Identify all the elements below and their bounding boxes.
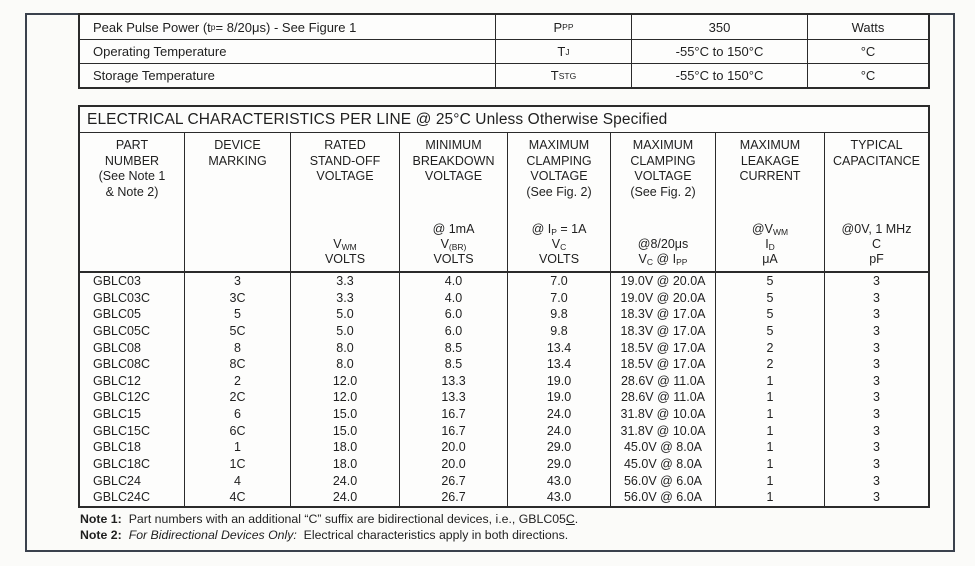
data-cell: 5 xyxy=(715,306,824,323)
data-cell: 5.0 xyxy=(290,323,399,340)
title-line: MAXIMUM xyxy=(739,138,801,152)
data-cell: 43.0 xyxy=(507,489,610,506)
data-cell: 20.0 xyxy=(399,456,507,473)
title-line: VOLTAGE xyxy=(634,169,692,183)
data-cell: 6.0 xyxy=(399,306,507,323)
data-cell: 24.0 xyxy=(290,473,399,490)
column-units xyxy=(716,222,824,267)
text: @ I xyxy=(531,222,552,236)
data-cell: 6.0 xyxy=(399,323,507,340)
table-row xyxy=(80,323,928,340)
units-line xyxy=(508,237,610,252)
text: pF xyxy=(869,252,884,266)
maximum-ratings-table xyxy=(78,13,930,89)
units-line xyxy=(611,237,715,252)
data-cell: 24.0 xyxy=(507,423,610,440)
title-line: MARKING xyxy=(208,153,267,168)
units-line xyxy=(400,252,507,267)
text: = 1A xyxy=(556,222,587,236)
data-cell: 29.0 xyxy=(507,439,610,456)
column-title xyxy=(291,138,399,185)
data-cell: 2 xyxy=(184,373,290,390)
table-title: ELECTRICAL CHARACTERISTICS PER LINE @ 25°C Unless Otherwise Specified xyxy=(80,107,928,133)
symbol-cell: T STG xyxy=(495,64,631,87)
table-row xyxy=(80,389,928,406)
data-cell: 20.0 xyxy=(399,439,507,456)
data-cell: 3 xyxy=(824,373,928,390)
data-cell: 7.0 xyxy=(507,290,610,307)
underlined-text: C xyxy=(565,512,575,526)
ratings-row xyxy=(80,39,928,63)
data-cell: 8.5 xyxy=(399,340,507,357)
title-line: CLAMPING xyxy=(526,153,592,168)
text: Peak Pulse Power (t xyxy=(93,19,211,35)
data-cell: 4C xyxy=(184,489,290,506)
data-cell: 8 xyxy=(184,340,290,357)
data-cell: 16.7 xyxy=(399,423,507,440)
data-cell: 3 xyxy=(824,340,928,357)
data-cell: 13.3 xyxy=(399,373,507,390)
units-line xyxy=(291,237,399,252)
data-cell: 56.0V @ 6.0A xyxy=(610,473,715,490)
data-cell: 7.0 xyxy=(507,273,610,290)
text: Electrical characteristics apply in both directions. xyxy=(296,527,569,542)
text: VOLTS xyxy=(324,252,366,266)
title-line: BREAKDOWN xyxy=(412,153,495,168)
unit-cell: °C xyxy=(807,40,928,63)
text: . xyxy=(574,512,579,526)
column-header xyxy=(399,133,507,271)
data-cell: 8.5 xyxy=(399,356,507,373)
title-line: (See Fig. 2) xyxy=(630,184,696,199)
data-cell: 24.0 xyxy=(507,406,610,423)
data-cell: 31.8V @ 10.0A xyxy=(610,423,715,440)
data-cell: 28.6V @ 11.0A xyxy=(610,389,715,406)
part-number-cell: GBLC03 xyxy=(93,274,141,288)
data-cell: 5 xyxy=(184,306,290,323)
data-cell: 4.0 xyxy=(399,290,507,307)
data-cell: 18.5V @ 17.0A xyxy=(610,356,715,373)
title-line: VOLTAGE xyxy=(424,169,483,183)
text: μA xyxy=(762,252,778,266)
title-line: MINIMUM xyxy=(425,138,482,152)
title-line: VOLTAGE xyxy=(530,169,588,183)
table-row xyxy=(80,340,928,357)
data-cell: 1 xyxy=(715,389,824,406)
table-row xyxy=(80,423,928,440)
table-row xyxy=(80,356,928,373)
parameter-cell xyxy=(80,40,495,63)
data-cell: 3 xyxy=(824,439,928,456)
table-row xyxy=(80,456,928,473)
data-cell: 3.3 xyxy=(290,273,399,290)
italic-text: For Bidirectional Devices Only: xyxy=(128,527,297,542)
text: P xyxy=(553,19,563,35)
title-line: STAND-OFF xyxy=(309,153,381,168)
subscript: P xyxy=(551,227,557,237)
parameter-cell: Peak Pulse Power (t p = 8/20μs) - See Figure 1 xyxy=(93,19,357,35)
data-cell: 1 xyxy=(715,406,824,423)
parameter-cell xyxy=(80,64,495,87)
data-cell: 1C xyxy=(184,456,290,473)
title-line: MAXIMUM xyxy=(632,138,694,152)
data-cell: 18.0 xyxy=(290,439,399,456)
units-line xyxy=(716,252,824,267)
text: V xyxy=(551,237,561,251)
column-units xyxy=(825,222,928,267)
data-cell: 13.3 xyxy=(399,389,507,406)
data-cell: 1 xyxy=(715,489,824,506)
data-cell: 5.0 xyxy=(290,306,399,323)
units-line xyxy=(508,222,610,237)
data-cell: 15.0 xyxy=(290,423,399,440)
text: @0V, 1 MHz xyxy=(841,222,912,236)
data-cell: 5 xyxy=(715,290,824,307)
part-number-cell: GBLC08C xyxy=(93,357,150,372)
text: Part numbers with an additional “C” suffix are bidirectional devices, i.e., GBLC05 xyxy=(128,512,566,526)
data-cell: 13.4 xyxy=(507,356,610,373)
footnotes xyxy=(80,512,578,543)
data-cell: 18.3V @ 17.0A xyxy=(610,306,715,323)
text: V xyxy=(440,237,449,251)
text: Operating Temperature xyxy=(93,44,227,59)
column-title xyxy=(185,138,290,169)
units-line xyxy=(291,252,399,267)
units-line xyxy=(716,222,824,237)
part-number-cell: GBLC08 xyxy=(93,340,141,355)
part-number-cell: GBLC18C xyxy=(93,457,150,472)
subscript: PP xyxy=(676,257,688,267)
table-row xyxy=(80,273,928,290)
data-cell: 28.6V @ 11.0A xyxy=(610,373,715,390)
table-row xyxy=(80,406,928,423)
title-line: DEVICE xyxy=(214,138,261,152)
data-cell: 3 xyxy=(824,423,928,440)
subscript: (BR) xyxy=(448,242,467,252)
column-units xyxy=(611,237,715,267)
unit-cell: Watts xyxy=(807,15,928,39)
table-row xyxy=(80,306,928,323)
data-cell: 9.8 xyxy=(507,323,610,340)
column-units xyxy=(291,237,399,267)
title-line: RATED xyxy=(324,138,366,152)
column-title xyxy=(80,138,184,200)
column-header xyxy=(290,133,399,271)
data-cell: 56.0V @ 6.0A xyxy=(610,489,715,506)
title-line: TYPICAL xyxy=(850,138,903,152)
title-line: (See Note 1 xyxy=(98,169,166,183)
units-line xyxy=(508,252,610,267)
data-cell: 2 xyxy=(715,340,824,357)
column-header xyxy=(715,133,824,271)
title-line: PART xyxy=(115,138,149,152)
title-line: & Note 2) xyxy=(105,184,159,199)
data-cell: 3 xyxy=(824,323,928,340)
data-cell: 3.3 xyxy=(290,290,399,307)
subscript: D xyxy=(768,242,775,252)
title-line: LEAKAGE xyxy=(740,153,800,168)
units-line xyxy=(825,222,928,237)
data-cell: 3 xyxy=(824,273,928,290)
text: = 8/20μs) - See Figure 1 xyxy=(215,19,357,35)
data-cell: 19.0 xyxy=(507,389,610,406)
part-number-cell: GBLC05 xyxy=(93,307,141,322)
data-cell: 6 xyxy=(184,406,290,423)
data-cell: 3 xyxy=(184,273,290,290)
data-cell: 18.5V @ 17.0A xyxy=(610,340,715,357)
data-cell: 8.0 xyxy=(290,340,399,357)
data-cell: 5 xyxy=(715,323,824,340)
part-number-cell: GBLC05C xyxy=(93,323,150,338)
text: VOLTS xyxy=(433,252,474,266)
part-number-cell: GBLC15 xyxy=(93,407,141,422)
title-line: CURRENT xyxy=(739,169,801,183)
part-number-cell: GBLC12C xyxy=(93,390,150,405)
part-number-cell: GBLC03C xyxy=(93,290,150,305)
column-title xyxy=(400,138,507,185)
units-line xyxy=(716,237,824,252)
text: T xyxy=(557,44,566,59)
note-line xyxy=(80,528,578,544)
electrical-characteristics-table xyxy=(78,105,930,508)
table-row xyxy=(80,290,928,307)
column-units xyxy=(508,222,610,267)
column-title xyxy=(611,138,715,200)
data-cell: 8C xyxy=(184,356,290,373)
data-cell: 12.0 xyxy=(290,389,399,406)
data-cell: 3C xyxy=(184,290,290,307)
data-cell: 15.0 xyxy=(290,406,399,423)
column-header xyxy=(507,133,610,271)
data-cell: 1 xyxy=(715,373,824,390)
data-cell: 16.7 xyxy=(399,406,507,423)
text: C xyxy=(871,237,882,251)
data-cell: 18.0 xyxy=(290,456,399,473)
data-cell: 3 xyxy=(824,489,928,506)
data-cell: 1 xyxy=(715,473,824,490)
title-line: NUMBER xyxy=(104,153,160,168)
note-line xyxy=(80,512,578,528)
data-cell: 5C xyxy=(184,323,290,340)
text: Storage Temperature xyxy=(93,68,215,83)
subscript: C xyxy=(560,242,567,252)
title-line: (See Fig. 2) xyxy=(526,184,592,199)
symbol-cell: P PP xyxy=(495,15,631,39)
data-cell: 43.0 xyxy=(507,473,610,490)
part-number-cell: GBLC12 xyxy=(93,373,141,388)
column-title xyxy=(508,138,610,200)
value-cell: -55°C to 150°C xyxy=(631,40,807,63)
text: @8/20μs xyxy=(637,237,689,251)
data-cell: 3 xyxy=(824,306,928,323)
data-cell: 19.0V @ 20.0A xyxy=(610,290,715,307)
data-cell: 19.0 xyxy=(507,373,610,390)
text: V xyxy=(638,252,647,266)
title-line: CLAMPING xyxy=(630,153,696,168)
data-cell: 24.0 xyxy=(290,489,399,506)
data-cell: 1 xyxy=(715,439,824,456)
column-title xyxy=(825,138,928,169)
title-line: VOLTAGE xyxy=(316,169,374,183)
column-header xyxy=(184,133,290,271)
units-line xyxy=(400,222,507,237)
data-cell: 8.0 xyxy=(290,356,399,373)
table-row xyxy=(80,473,928,490)
text: VOLTS xyxy=(538,252,580,266)
subscript: WM xyxy=(772,227,789,237)
part-number-cell: GBLC24C xyxy=(93,490,150,505)
part-number-cell: GBLC15C xyxy=(93,423,150,438)
data-cell: 26.7 xyxy=(399,489,507,506)
table-row xyxy=(80,439,928,456)
column-title xyxy=(716,138,824,185)
data-cell: 4 xyxy=(184,473,290,490)
text: V xyxy=(333,237,342,251)
data-cell: 2C xyxy=(184,389,290,406)
ratings-row xyxy=(80,15,928,39)
column-header xyxy=(824,133,928,271)
data-cell: 3 xyxy=(824,356,928,373)
data-cell: 13.4 xyxy=(507,340,610,357)
table-row xyxy=(80,489,928,506)
text: I xyxy=(765,237,769,251)
data-cell: 9.8 xyxy=(507,306,610,323)
data-cell: 3 xyxy=(824,406,928,423)
data-cell: 1 xyxy=(715,456,824,473)
text: @V xyxy=(751,222,773,236)
data-cell: 2 xyxy=(715,356,824,373)
data-cell: 29.0 xyxy=(507,456,610,473)
table-header-row xyxy=(80,133,928,273)
subscript: C xyxy=(646,257,654,267)
part-number-cell: GBLC24 xyxy=(93,473,141,488)
value-cell: -55°C to 150°C xyxy=(631,64,807,87)
table-row xyxy=(80,373,928,390)
units-line xyxy=(400,237,507,252)
text: @ 1mA xyxy=(432,222,475,236)
data-cell: 19.0V @ 20.0A xyxy=(610,273,715,290)
data-cell: 3 xyxy=(824,473,928,490)
data-cell: 6C xyxy=(184,423,290,440)
part-number-cell: GBLC18 xyxy=(93,440,141,455)
symbol-cell: T J xyxy=(495,40,631,63)
column-units xyxy=(400,222,507,267)
column-header xyxy=(610,133,715,271)
data-cell: 31.8V @ 10.0A xyxy=(610,406,715,423)
units-line xyxy=(825,237,928,252)
data-cell: 3 xyxy=(824,456,928,473)
text: T xyxy=(550,68,559,83)
data-cell: 3 xyxy=(824,290,928,307)
table-body xyxy=(80,273,928,506)
column-header xyxy=(80,133,184,271)
note-label: Note 1: xyxy=(80,512,122,526)
data-cell: 45.0V @ 8.0A xyxy=(610,439,715,456)
units-line xyxy=(611,252,715,267)
data-cell: 3 xyxy=(824,389,928,406)
unit-cell: °C xyxy=(807,64,928,87)
ratings-row xyxy=(80,63,928,87)
data-cell: 5 xyxy=(715,273,824,290)
note-label: Note 2: xyxy=(80,527,122,542)
data-cell: 4.0 xyxy=(399,273,507,290)
data-cell: 45.0V @ 8.0A xyxy=(610,456,715,473)
data-cell: 18.3V @ 17.0A xyxy=(610,323,715,340)
title-line: CAPACITANCE xyxy=(832,153,921,168)
title-line: MAXIMUM xyxy=(528,138,590,152)
subscript: WM xyxy=(341,242,357,252)
units-line xyxy=(825,252,928,267)
data-cell: 1 xyxy=(184,439,290,456)
data-cell: 12.0 xyxy=(290,373,399,390)
data-cell: 26.7 xyxy=(399,473,507,490)
text: @ I xyxy=(653,252,677,266)
data-cell: 1 xyxy=(715,423,824,440)
value-cell: 350 xyxy=(631,15,807,39)
